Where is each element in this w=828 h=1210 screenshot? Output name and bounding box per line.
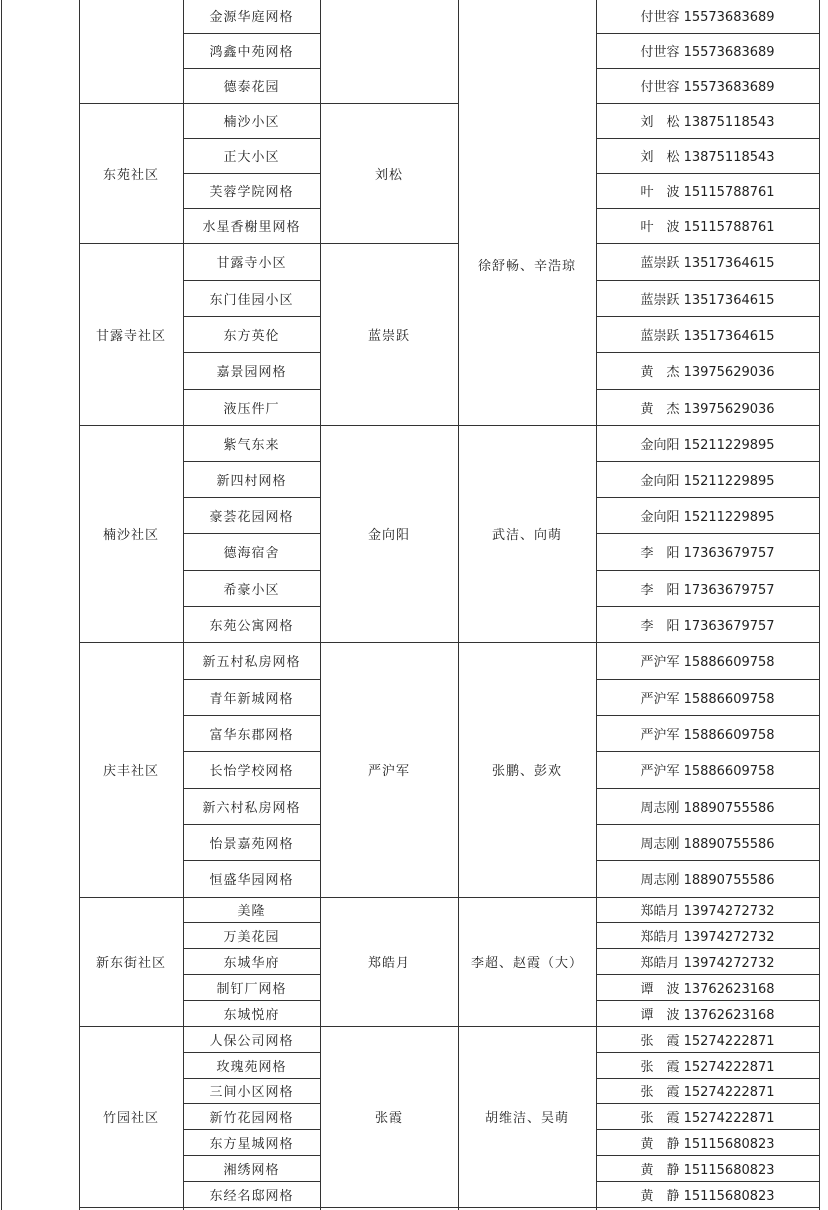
contact-cell: 黄 杰 13975629036 xyxy=(640,401,775,417)
staff-cell: 武洁、向萌 xyxy=(491,528,562,543)
contact-cell: 金向阳 15211229895 xyxy=(640,473,775,489)
staff-line xyxy=(458,1207,596,1208)
leader-cell: 刘松 xyxy=(374,167,403,183)
community-cell: 东苑社区 xyxy=(102,167,159,183)
grid-name-cell: 新六村私房网格 xyxy=(202,800,301,816)
grid-name-cell: 三间小区网格 xyxy=(209,1085,294,1100)
contact-cell: 刘 松 13875118543 xyxy=(640,115,775,130)
contact-cell: 叶 波 15115788761 xyxy=(640,220,775,235)
contact-cell: 李 阳 17363679757 xyxy=(640,582,775,598)
grid-name-cell: 东苑公寓网格 xyxy=(209,618,294,634)
grid-name-cell: 鸿鑫中苑网格 xyxy=(209,45,294,60)
contact-cell: 张 霞 15274222871 xyxy=(640,1085,775,1100)
leader-cell: 金向阳 xyxy=(367,528,410,543)
contact-cell: 黄 静 15115680823 xyxy=(640,1136,775,1152)
community-cell: 庆丰社区 xyxy=(102,764,159,779)
grid-name-cell: 富华东郡网格 xyxy=(209,727,294,743)
grid-name-cell: 人保公司网格 xyxy=(209,1033,294,1049)
contact-cell: 李 阳 17363679757 xyxy=(640,618,775,634)
grid-name-cell: 芙蓉学院网格 xyxy=(209,185,294,200)
row-line xyxy=(596,1207,819,1208)
staff-cell: 张鹏、彭欢 xyxy=(491,764,562,779)
grid-name-cell: 恒盛华园网格 xyxy=(209,873,294,888)
grid-name-cell: 东方星城网格 xyxy=(209,1136,294,1152)
contact-cell: 郑皓月 13974272732 xyxy=(640,955,775,971)
staff-cell: 徐舒畅、辛浩琼 xyxy=(477,258,576,274)
staff-cell: 胡维洁、吴萌 xyxy=(484,1111,569,1126)
page-border-left xyxy=(1,0,2,1210)
grid-name-cell: 嘉景园网格 xyxy=(216,365,287,380)
contact-cell: 张 霞 15274222871 xyxy=(640,1110,775,1126)
contact-cell: 李 阳 17363679757 xyxy=(640,546,775,561)
contact-cell: 金向阳 15211229895 xyxy=(640,509,775,525)
contact-cell: 黄 静 15115680823 xyxy=(640,1162,775,1178)
grid-name-cell: 豪荟花园网格 xyxy=(209,509,294,525)
contact-cell: 周志刚 18890755586 xyxy=(640,836,775,852)
contact-cell: 严沪军 15886609758 xyxy=(640,727,775,743)
grid-name-cell: 水星香榭里网格 xyxy=(202,220,301,235)
grid-name-cell: 东经名邸网格 xyxy=(209,1188,294,1204)
grid-name-cell: 青年新城网格 xyxy=(209,691,294,707)
grid-name-cell: 液压件厂 xyxy=(223,401,280,417)
contact-cell: 周志刚 18890755586 xyxy=(640,873,775,888)
contact-cell: 张 霞 15274222871 xyxy=(640,1033,775,1049)
contact-cell: 金向阳 15211229895 xyxy=(640,437,775,453)
contact-cell: 张 霞 15274222871 xyxy=(640,1059,775,1075)
contact-cell: 谭 波 13762623168 xyxy=(640,981,775,997)
leader-cell: 张霞 xyxy=(374,1111,403,1126)
contact-cell: 周志刚 18890755586 xyxy=(640,800,775,816)
staff-cell: 李超、赵霞（大） xyxy=(470,956,583,971)
contact-cell: 蓝崇跃 13517364615 xyxy=(640,328,775,344)
contact-cell: 叶 波 15115788761 xyxy=(640,185,775,200)
contact-cell: 黄 杰 13975629036 xyxy=(640,365,775,380)
grid-name-cell: 玫瑰苑网格 xyxy=(216,1059,287,1075)
contact-cell: 付世容 15573683689 xyxy=(640,10,775,25)
column-line xyxy=(819,0,820,1210)
grid-name-cell: 长怡学校网格 xyxy=(209,764,294,779)
community-cell: 楠沙社区 xyxy=(102,528,159,543)
community-cell: 甘露寺社区 xyxy=(95,328,166,344)
leader-cell: 严沪军 xyxy=(367,764,410,779)
grid-name-cell: 新竹花园网格 xyxy=(209,1110,294,1126)
grid-name-cell: 怡景嘉苑网格 xyxy=(209,836,294,852)
grid-name-cell: 楠沙小区 xyxy=(223,115,280,130)
grid-name-cell: 金源华庭网格 xyxy=(209,10,294,25)
grid-name-cell: 希豪小区 xyxy=(223,582,280,598)
grid-name-cell: 新四村网格 xyxy=(216,473,287,489)
contact-cell: 刘 松 13875118543 xyxy=(640,150,775,165)
grid-name-cell: 东城悦府 xyxy=(223,1007,280,1023)
grid-name-cell: 德海宿舍 xyxy=(223,546,280,561)
grid-name-cell: 正大小区 xyxy=(223,150,280,165)
grid-name-cell: 东城华府 xyxy=(223,955,280,971)
grid-name-cell: 紫气东来 xyxy=(223,437,280,453)
contact-cell: 谭 波 13762623168 xyxy=(640,1007,775,1023)
grid-name-cell: 湘绣网格 xyxy=(223,1162,280,1178)
community-cell: 新东街社区 xyxy=(95,956,166,971)
grid-name-cell: 甘露寺小区 xyxy=(216,256,287,271)
contact-cell: 郑皓月 13974272732 xyxy=(640,904,775,919)
grid-name-cell: 美隆 xyxy=(237,904,266,919)
contact-cell: 蓝崇跃 13517364615 xyxy=(640,256,775,271)
contact-cell: 蓝崇跃 13517364615 xyxy=(640,292,775,308)
row-line xyxy=(183,1207,320,1208)
contact-cell: 严沪军 15886609758 xyxy=(640,655,775,670)
grid-name-cell: 新五村私房网格 xyxy=(202,655,301,670)
contact-cell: 严沪军 15886609758 xyxy=(640,691,775,707)
contact-cell: 付世容 15573683689 xyxy=(640,45,775,60)
contact-cell: 郑皓月 13974272732 xyxy=(640,929,775,945)
leader-cell: 蓝崇跃 xyxy=(367,328,410,344)
grid-name-cell: 制钉厂网格 xyxy=(216,981,287,997)
contact-cell: 严沪军 15886609758 xyxy=(640,764,775,779)
grid-name-cell: 东门佳园小区 xyxy=(209,292,294,308)
grid-name-cell: 德泰花园 xyxy=(223,80,280,95)
leader-cell: 郑皓月 xyxy=(367,956,410,971)
contact-cell: 付世容 15573683689 xyxy=(640,80,775,95)
contact-cell: 黄 静 15115680823 xyxy=(640,1188,775,1204)
grid-name-cell: 万美花园 xyxy=(223,929,280,945)
community-cell: 竹园社区 xyxy=(102,1111,159,1126)
grid-name-cell: 东方英伦 xyxy=(223,328,280,344)
